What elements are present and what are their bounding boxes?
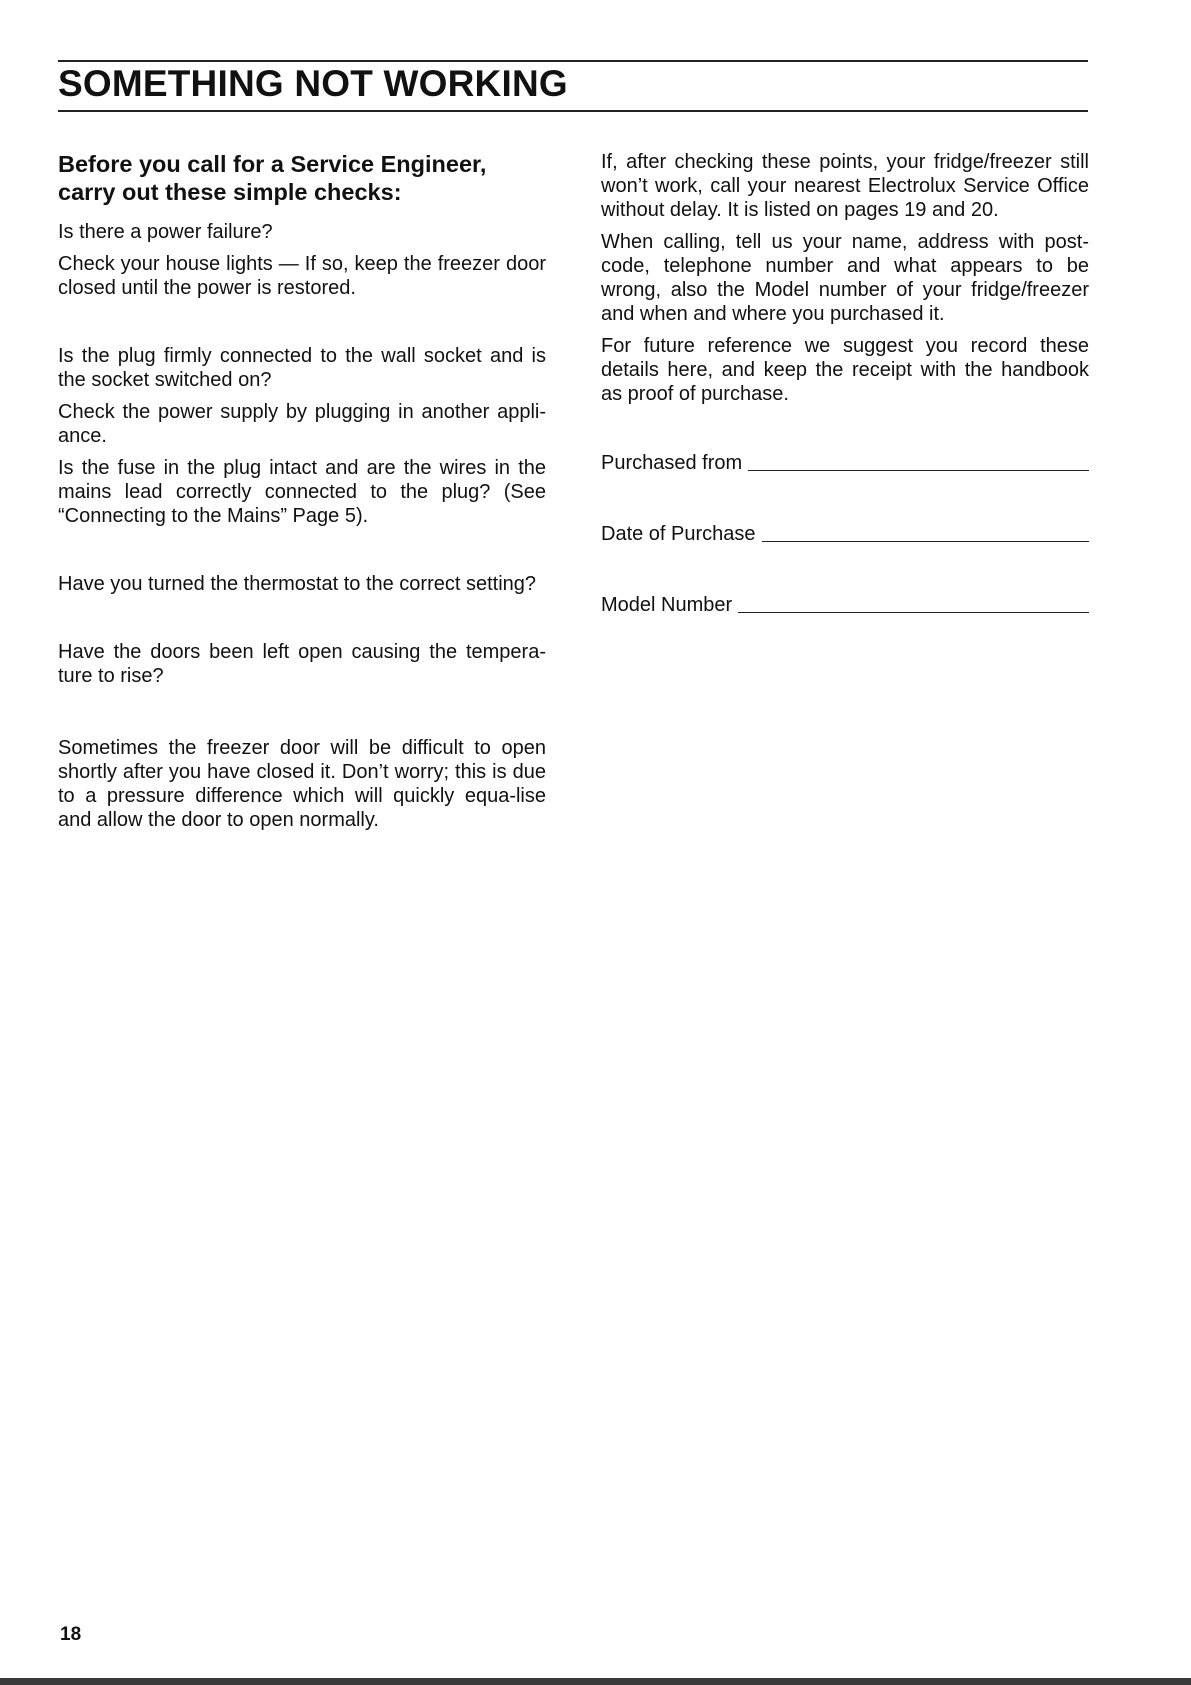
checks-heading: Before you call for a Service Engineer, carry out these simple checks: — [58, 151, 487, 205]
right-column — [601, 150, 1089, 617]
title-underline — [58, 110, 1088, 112]
page-number: 18 — [60, 1624, 82, 1645]
check-power-supply: Check the power supply by plugging in another appli-ance. — [58, 401, 546, 447]
purchased-from-field — [601, 451, 1089, 475]
check-thermostat: Have you turned the thermostat to the correct setting? — [58, 573, 537, 595]
purchased-from-label: Purchased from — [601, 452, 743, 474]
model-number-line — [738, 611, 1089, 613]
check-doors-open: Have the doors been left open causing the tempera-ture to rise? — [58, 641, 546, 687]
calling-info-paragraph: When calling, tell us your name, address with post-code, telephone number and what appears to be wrong, also the Model number of your fridge/freezer and when and where you purchased it. — [601, 231, 1089, 325]
page-title: SOMETHING NOT WORKING — [58, 63, 568, 104]
date-of-purchase-line — [762, 540, 1089, 542]
check-plug-connected: Is the plug firmly connected to the wall socket and is the socket switched on? — [58, 345, 546, 391]
left-column — [58, 150, 546, 832]
check-house-lights: Check your house lights — If so, keep the freezer door closed until the power is restored. — [58, 253, 546, 299]
date-of-purchase-label: Date of Purchase — [601, 523, 756, 545]
model-number-label: Model Number — [601, 594, 733, 616]
record-details-paragraph: For future reference we suggest you record these details here, and keep the receipt with the handbook as proof of purchase. — [601, 335, 1089, 405]
check-fuse: Is the fuse in the plug intact and are the wires in the mains lead correctly connected to the plug? (See “Connecting to the Mains” Page 5). — [58, 457, 546, 527]
scan-bottom-edge — [0, 1678, 1191, 1685]
check-power-failure: Is there a power failure? — [58, 221, 273, 243]
service-call-paragraph: If, after checking these points, your fridge/freezer still won’t work, call your nearest Electrolux Service Office without delay. It is listed on pages 19 and 20. — [601, 151, 1089, 221]
model-number-field — [601, 593, 1089, 617]
purchased-from-line — [748, 469, 1089, 471]
door-pressure-note: Sometimes the freezer door will be difficult to open shortly after you have closed it. Don’t worry; this is due to a pressure difference which will quickly equa-lise and allow the door to open normally. — [58, 737, 546, 831]
date-of-purchase-field — [601, 522, 1089, 546]
